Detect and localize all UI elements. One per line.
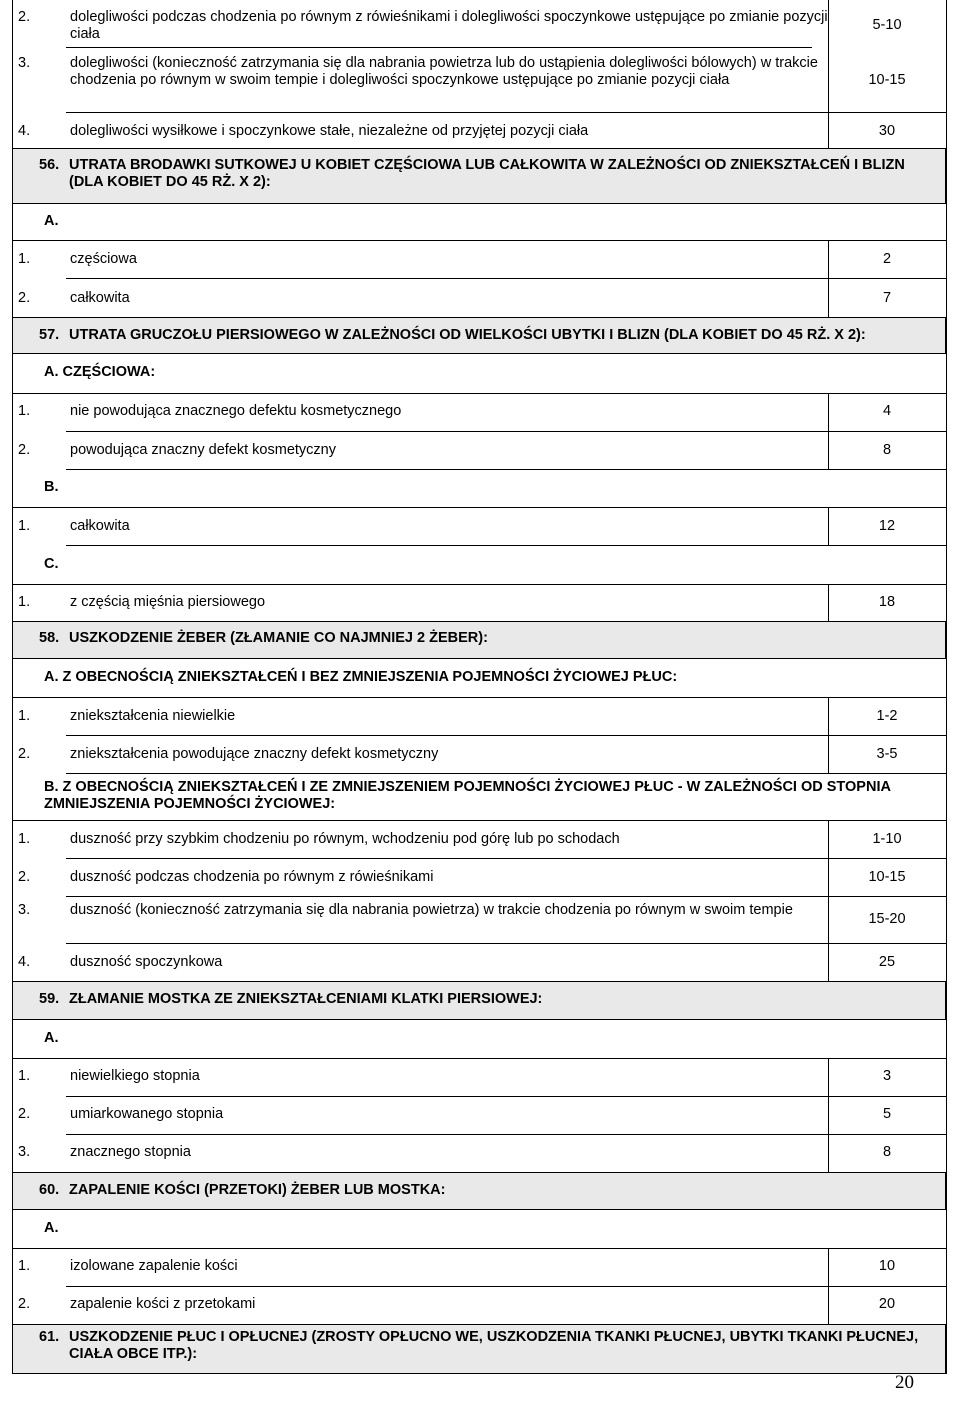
item-number: 3.: [18, 902, 31, 918]
column-divider: [828, 240, 829, 278]
item-value: 30: [878, 123, 896, 139]
item-text: całkowita: [70, 518, 130, 534]
item-text: umiarkowanego stopnia: [70, 1106, 224, 1122]
item-text: nie powodująca znacznego defektu kosmetycznego: [70, 403, 402, 419]
item-number: 1.: [18, 708, 31, 724]
row-divider: [66, 112, 946, 113]
section-number: 60.: [39, 1182, 60, 1198]
row-divider: [66, 1286, 946, 1287]
item-value: 10: [878, 1258, 896, 1274]
row-divider: [66, 469, 946, 470]
column-divider: [828, 858, 829, 896]
list-item: [18, 518, 810, 535]
list-item: [18, 290, 810, 307]
subsection-label: B. Z OBECNOŚCIĄ ZNIEKSZTAŁCEŃ I ZE ZMNIEJSZENIEM POJEMNOŚCI ŻYCIOWEJ PŁUC - W ZALEŻNOŚCI OD STOPNIA ZMNIEJSZENIA POJEMNOŚCI ŻYCIOWEJ:: [44, 779, 891, 812]
column-divider: [828, 431, 829, 469]
item-text: zniekształcenia niewielkie: [70, 708, 236, 724]
row-divider: [12, 240, 946, 241]
column-divider: [12, 0, 13, 1374]
row-divider: [12, 820, 946, 821]
list-item: [18, 594, 810, 611]
item-number: 1.: [18, 403, 31, 419]
row-divider: [66, 47, 812, 48]
list-item: [18, 442, 810, 459]
list-item: [18, 831, 810, 848]
section-header: [12, 317, 946, 354]
item-value: 25: [878, 954, 896, 970]
item-number: 4.: [18, 954, 31, 970]
column-divider: [828, 1096, 829, 1134]
item-value: 5: [882, 1106, 892, 1122]
list-item: [18, 746, 810, 763]
item-value: 1-2: [876, 708, 898, 724]
subsection-label: A.: [44, 1220, 59, 1236]
item-text: całkowita: [70, 290, 130, 306]
item-number: 3.: [18, 1144, 31, 1160]
item-text: zniekształcenia powodujące znaczny defekt kosmetyczny: [70, 746, 439, 762]
column-divider: [828, 1248, 829, 1286]
list-item: [18, 123, 810, 140]
column-divider: [828, 1286, 829, 1324]
item-number: 1.: [18, 251, 31, 267]
item-text: znacznego stopnia: [70, 1144, 191, 1160]
row-divider: [66, 773, 946, 774]
list-item: [18, 1296, 810, 1313]
item-number: 1.: [18, 1068, 31, 1084]
section-header: [12, 148, 946, 204]
row-divider: [66, 858, 946, 859]
item-number: 2.: [18, 290, 31, 306]
item-value: 10-15: [868, 72, 906, 88]
list-item: [18, 9, 830, 43]
item-number: 2.: [18, 1296, 31, 1312]
item-value: 18: [878, 594, 896, 610]
row-divider: [66, 1134, 946, 1135]
column-divider: [828, 278, 829, 317]
column-divider: [828, 112, 829, 148]
section-number: 58.: [39, 630, 60, 646]
section-title: UTRATA GRUCZOŁU PIERSIOWEGO W ZALEŻNOŚCI OD WIELKOŚCI UBYTKI I BLIZN (DLA KOBIET DO 45 RŻ. X 2):: [69, 327, 866, 343]
section-number: 61.: [39, 1329, 60, 1345]
list-item: [18, 954, 810, 971]
section-title: ZŁAMANIE MOSTKA ZE ZNIEKSZTAŁCENIAMI KLATKI PIERSIOWEJ:: [69, 991, 543, 1007]
row-divider: [12, 584, 946, 585]
list-item: [18, 1258, 810, 1275]
item-text: zapalenie kości z przetokami: [70, 1296, 256, 1312]
item-number: 1.: [18, 594, 31, 610]
item-number: 1.: [18, 831, 31, 847]
item-text: duszność spoczynkowa: [70, 954, 223, 970]
subsection-label: A.: [44, 213, 59, 229]
section-header: [12, 981, 946, 1020]
row-divider: [66, 735, 946, 736]
list-item: [18, 403, 810, 420]
list-item: [18, 708, 810, 725]
section-number: 57.: [39, 327, 60, 343]
item-number: 4.: [18, 123, 31, 139]
column-divider: [828, 507, 829, 545]
item-number: 2.: [18, 869, 31, 885]
row-divider: [66, 1096, 946, 1097]
section-title: USZKODZENIE PŁUC I OPŁUCNEJ (ZROSTY OPŁUCNO WE, USZKODZENIA TKANKI PŁUCNEJ, UBYTKI TKANKI PŁUCNEJ, CIAŁA OBCE ITP.):: [69, 1329, 919, 1362]
item-number: 3.: [18, 55, 31, 71]
column-divider: [828, 1058, 829, 1096]
row-divider: [12, 1058, 946, 1059]
column-divider: [828, 896, 829, 943]
row-divider: [66, 278, 946, 279]
item-value: 10-15: [868, 869, 906, 885]
section-header: [12, 621, 946, 659]
item-text: powodująca znaczny defekt kosmetyczny: [70, 442, 336, 458]
item-number: 2.: [18, 442, 31, 458]
column-divider: [828, 393, 829, 431]
item-text: z częścią mięśnia piersiowego: [70, 594, 266, 610]
section-number: 59.: [39, 991, 60, 1007]
section-title: USZKODZENIE ŻEBER (ZŁAMANIE CO NAJMNIEJ 2 ŻEBER):: [69, 630, 488, 646]
subsection-label: A. Z OBECNOŚCIĄ ZNIEKSZTAŁCEŃ I BEZ ZMNIEJSZENIA POJEMNOŚCI ŻYCIOWEJ PŁUC:: [44, 669, 678, 685]
item-value: 2: [882, 251, 892, 267]
item-text: dolegliwości (konieczność zatrzymania się dla nabrania powietrza lub do ustąpienia dolegliwości bólowych) w trakcie chodzenia po równym w swoim tempie i dolegliwości spoczynkowe ustępujące po zmianie pozycji ciała: [70, 55, 818, 88]
column-divider: [828, 943, 829, 981]
list-item: [18, 1144, 810, 1161]
column-divider: [828, 820, 829, 858]
list-item: [18, 55, 830, 89]
item-text: niewielkiego stopnia: [70, 1068, 200, 1084]
subsection-label: A.: [44, 1030, 59, 1046]
item-number: 1.: [18, 518, 31, 534]
list-item: [18, 902, 810, 919]
item-text: częściowa: [70, 251, 137, 267]
section-number: 56.: [39, 157, 60, 173]
column-divider: [828, 0, 829, 112]
item-value: 8: [882, 1144, 892, 1160]
item-value: 4: [882, 403, 892, 419]
item-text: duszność (konieczność zatrzymania się dla nabrania powietrza) w trakcie chodzenia po równym w swoim tempie: [70, 902, 793, 918]
item-number: 2.: [18, 1106, 31, 1122]
list-item: [18, 251, 810, 268]
subsection-label: A. CZĘŚCIOWA:: [44, 364, 156, 380]
item-number: 2.: [18, 9, 31, 25]
subsection-label: B.: [44, 479, 59, 495]
column-divider: [946, 0, 947, 1374]
row-divider: [66, 545, 946, 546]
row-divider: [66, 896, 946, 897]
column-divider: [828, 735, 829, 773]
section-header: [12, 1324, 946, 1374]
row-divider: [12, 393, 946, 394]
item-text: duszność przy szybkim chodzeniu po równym, wchodzeniu pod górę lub po schodach: [70, 831, 620, 847]
page-number: 20: [895, 1372, 914, 1393]
item-value: 12: [878, 518, 896, 534]
list-item: [18, 1106, 810, 1123]
item-value: 1-10: [872, 831, 902, 847]
item-value: 3: [882, 1068, 892, 1084]
item-number: 2.: [18, 746, 31, 762]
row-divider: [12, 507, 946, 508]
item-number: 1.: [18, 1258, 31, 1274]
column-divider: [828, 697, 829, 735]
item-value: 15-20: [868, 911, 906, 927]
item-value: 5-10: [872, 17, 902, 33]
item-text: dolegliwości wysiłkowe i spoczynkowe stałe, niezależne od przyjętej pozycji ciała: [70, 123, 589, 139]
item-value: 8: [882, 442, 892, 458]
item-text: izolowane zapalenie kości: [70, 1258, 238, 1274]
section-title: ZAPALENIE KOŚCI (PRZETOKI) ŻEBER LUB MOSTKA:: [69, 1182, 446, 1198]
column-divider: [828, 584, 829, 621]
item-value: 3-5: [876, 746, 898, 762]
column-divider: [828, 1134, 829, 1172]
item-text: duszność podczas chodzenia po równym z rówieśnikami: [70, 869, 434, 885]
row-divider: [66, 431, 946, 432]
item-text: dolegliwości podczas chodzenia po równym z rówieśnikami i dolegliwości spoczynkowe ustępujące po zmianie pozycji ciała: [70, 9, 828, 42]
section-title: UTRATA BRODAWKI SUTKOWEJ U KOBIET CZĘŚCIOWA LUB CAŁKOWITA W ZALEŻNOŚCI OD ZNIEKSZTAŁCEŃ I BLIZN (DLA KOBIET DO 45 RŻ. X 2):: [69, 157, 905, 190]
item-value: 20: [878, 1296, 896, 1312]
list-item: [18, 1068, 810, 1085]
subsection-label: C.: [44, 556, 59, 572]
list-item: [18, 869, 810, 886]
row-divider: [66, 943, 946, 944]
row-divider: [12, 697, 946, 698]
section-header: [12, 1172, 946, 1210]
row-divider: [12, 1248, 946, 1249]
item-value: 7: [882, 290, 892, 306]
